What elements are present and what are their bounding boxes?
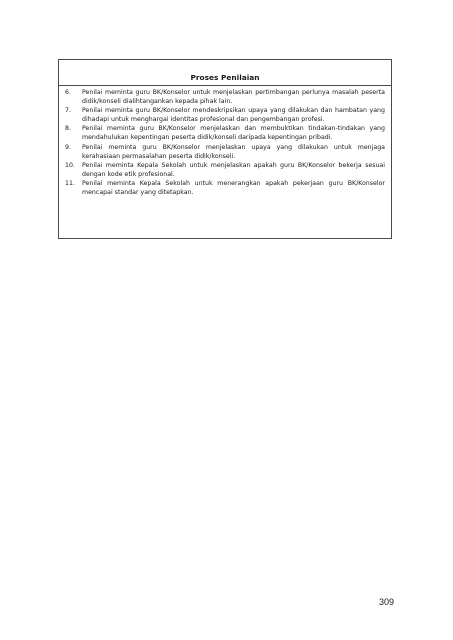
item-text: Penilai meminta guru BK/Konselor untuk menjelaskan pertimbangan perlunya masalah peserta didik/konseli dialihtangankan kepada pihak lain. [82, 89, 385, 106]
item-text: Penilai meminta Kepala Sekolah untuk menerangkan apakah pekerjaan guru BK/Konselor mencapai standar yang ditetapkan. [82, 179, 385, 197]
item-text: Penilai meminta guru BK/Konselor menjelaskan dan membuktikan tindakan-tindakan yang mendahulukan kepentingan peserta didik/konseli daripada kepentingan pribadi. [82, 125, 385, 142]
list-item [65, 124, 385, 142]
item-text: Penilai meminta guru BK/Konselor menjelaskan upaya yang dilakukan untuk menjaga kerahasiaan permasalahan peserta didik/konseli. [82, 143, 385, 160]
list-item [65, 179, 385, 197]
page-number: 309 [378, 597, 394, 607]
item-number: 8. [65, 125, 71, 133]
item-number: 10. [65, 161, 75, 169]
table-header [59, 60, 391, 86]
list-item [65, 161, 385, 179]
item-text: Penilai meminta guru BK/Konselor mendeskripsikan upaya yang dilakukan dan hambatan yang dihadapi untuk menghargai identitas profesional dan pengembangan profesi. [82, 107, 385, 124]
list-item [65, 88, 385, 106]
item-number: 9. [65, 143, 71, 151]
item-text: Penilai meminta Kepala Sekolah untuk menjelaskan apakah guru BK/Konselor bekerja sesuai dengan kode etik profesional. [82, 161, 385, 178]
item-number: 11. [65, 179, 75, 187]
list-item [65, 106, 385, 124]
item-number: 6. [65, 89, 71, 96]
item-number: 7. [65, 107, 71, 115]
assessment-process-table [58, 59, 392, 239]
table-title: Proses Penilaian [190, 73, 260, 82]
list-item [65, 143, 385, 161]
assessment-steps-list [59, 86, 391, 197]
